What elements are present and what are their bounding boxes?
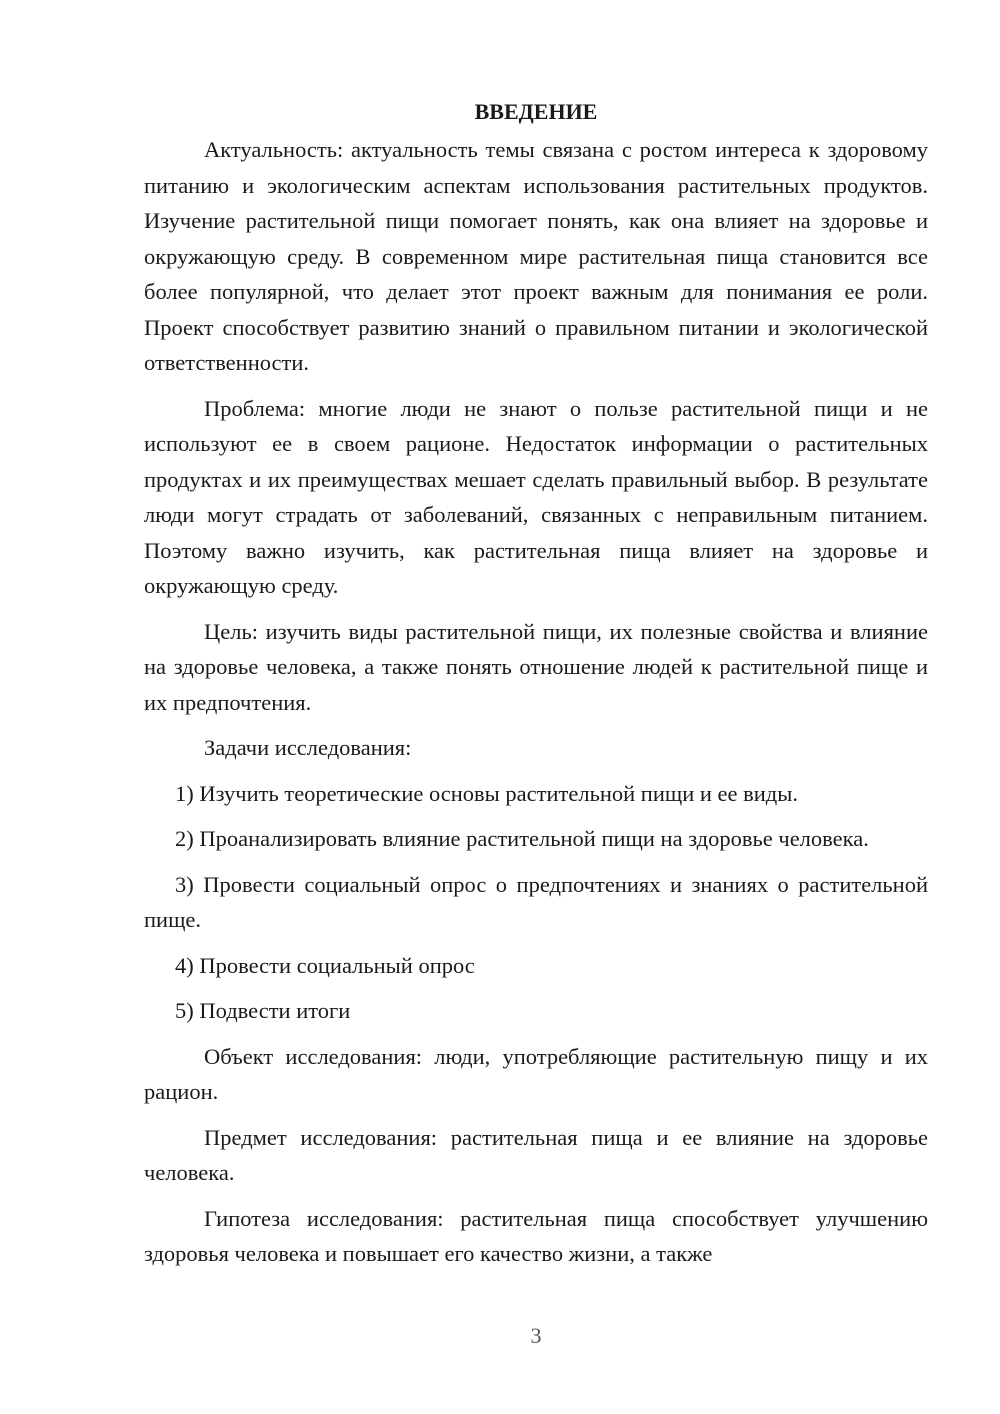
subject-paragraph: Предмет исследования: растительная пища и ее влияние на здоровье человека. bbox=[144, 1124, 928, 1185]
task-item: 4) Провести социальный опрос bbox=[175, 952, 475, 978]
task-item: 3) Провести социальный опрос о предпочтениях и знаниях о растительной пище. bbox=[144, 871, 928, 932]
relevance-paragraph: Актуальность: актуальность темы связана с ростом интереса к здоровому питанию и экологическим аспектам использования растительных продуктов. Изучение растительной пищи помогает понять, как она влияет на здоровье и окружающую среду. В современном мире растительная пища становится все более популярной, что делает этот проект важным для понимания ее роли. Проект способствует развитию знаний о правильном питании и экологической ответственности. bbox=[144, 137, 928, 375]
section-title: ВВЕДЕНИЕ bbox=[474, 99, 598, 124]
goal-paragraph: Цель: изучить виды растительной пищи, их полезные свойства и влияние на здоровье человека, а также понять отношение людей к растительной пище и их предпочтения. bbox=[144, 618, 928, 715]
task-item: 2) Проанализировать влияние растительной пищи на здоровье человека. bbox=[175, 826, 869, 851]
page-number: 3 bbox=[530, 1323, 542, 1348]
tasks-heading: Задачи исследования: bbox=[204, 735, 412, 760]
problem-paragraph: Проблема: многие люди не знают о пользе растительной пищи и не используют ее в своем рационе. Недостаток информации о растительных продуктах и их преимуществах мешает сделать правильный выбор. В результате люди могут страдать от заболеваний, связанных с неправильным питанием. Поэтому важно изучить, как растительная пища влияет на здоровье и окружающую среду. bbox=[144, 395, 928, 598]
hypothesis-paragraph: Гипотеза исследования: растительная пища способствует улучшению здоровья человека и повышает его качество жизни, а также bbox=[144, 1205, 928, 1266]
task-item: 1) Изучить теоретические основы растительной пищи и ее виды. bbox=[175, 780, 798, 806]
task-item: 5) Подвести итоги bbox=[175, 998, 351, 1023]
object-paragraph: Объект исследования: люди, употребляющие растительную пищу и их рацион. bbox=[144, 1043, 928, 1104]
